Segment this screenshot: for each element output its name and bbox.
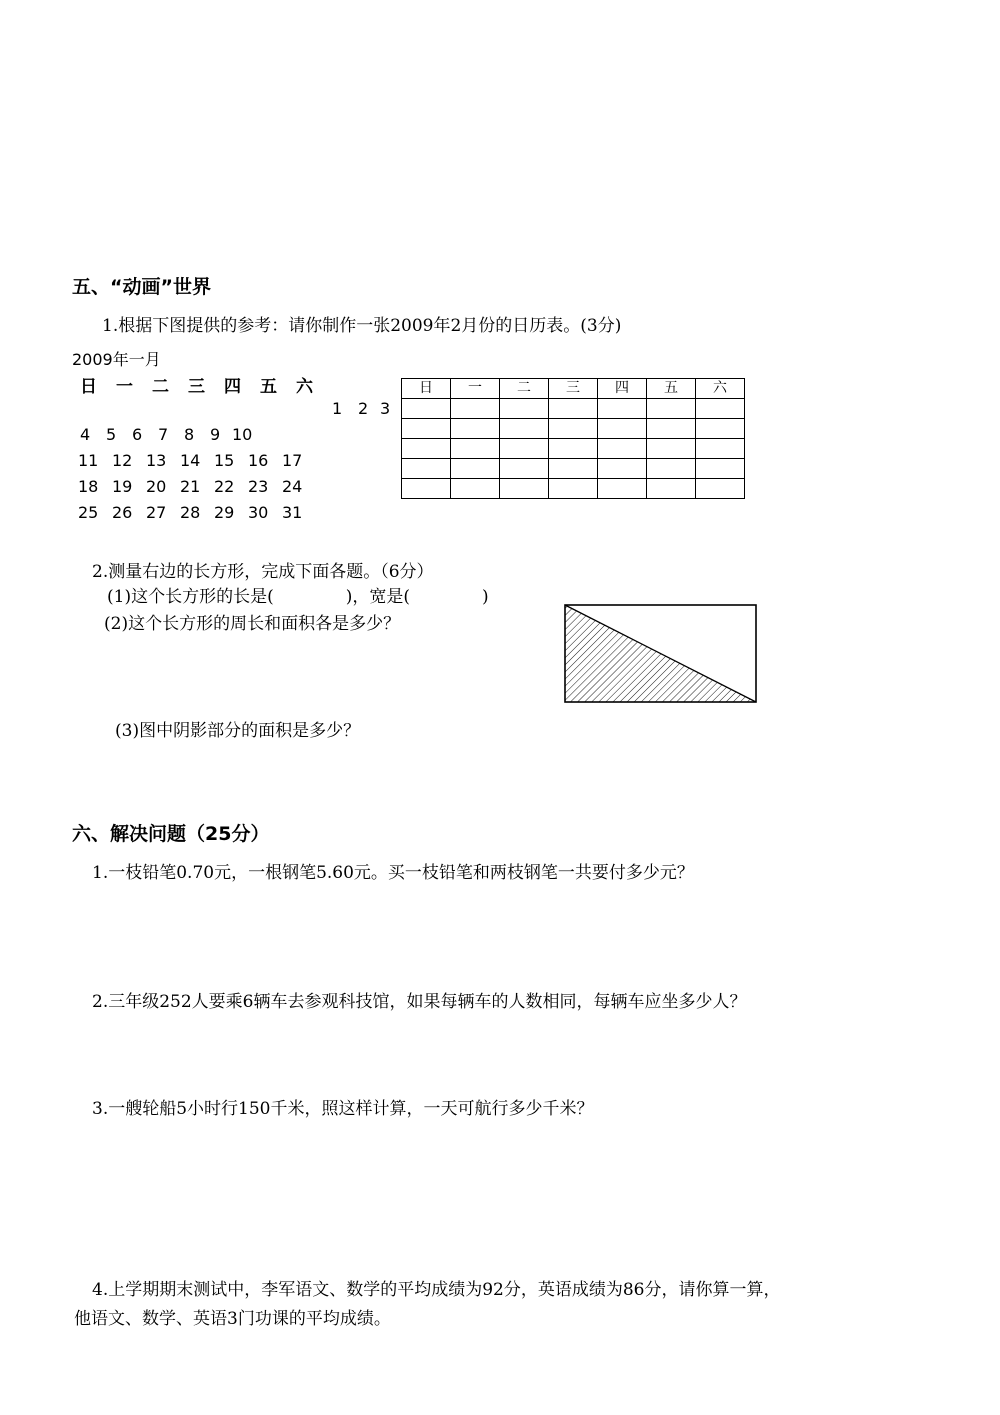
day-cell: 19 — [112, 477, 133, 496]
day-cell: 6 — [132, 425, 143, 444]
day-cell: 20 — [146, 477, 167, 496]
day-cell: 12 — [112, 451, 133, 470]
day-cell: 23 — [248, 477, 269, 496]
weekday-label: 五 — [260, 377, 277, 397]
table-row — [402, 399, 745, 419]
question-calendar: 1.根据下图提供的参考：请你制作一张2009年2月份的日历表。(3分) — [102, 316, 622, 336]
day-cell: 13 — [146, 451, 167, 470]
blank-cell[interactable] — [451, 399, 500, 419]
blank-cell[interactable] — [451, 419, 500, 439]
day-cell: 7 — [158, 425, 169, 444]
weekday-header-cell: 四 — [598, 379, 647, 399]
blank-cell[interactable] — [696, 399, 745, 419]
day-cell: 10 — [232, 425, 253, 444]
blank-cell[interactable] — [549, 459, 598, 479]
day-cell: 16 — [248, 451, 269, 470]
calendar-week-row — [78, 500, 402, 526]
table-row — [402, 479, 745, 499]
weekday-label: 三 — [188, 377, 205, 397]
blank-cell[interactable] — [598, 459, 647, 479]
weekday-header-cell: 一 — [451, 379, 500, 399]
question-rectangle-part2: (2)这个长方形的周长和面积各是多少？ — [104, 614, 401, 634]
problem-4-line2: 他语文、数学、英语3门功课的平均成绩。 — [74, 1309, 391, 1329]
day-cell: 21 — [180, 477, 201, 496]
table-row — [402, 459, 745, 479]
part1-text-c: ) — [481, 587, 489, 607]
day-cell: 9 — [210, 425, 221, 444]
blank-cell[interactable] — [647, 459, 696, 479]
blank-cell[interactable] — [598, 479, 647, 499]
problem-3: 3.一艘轮船5小时行150千米，照这样计算，一天可航行多少千米？ — [92, 1099, 594, 1119]
blank-cell[interactable] — [402, 419, 451, 439]
blank-cell[interactable] — [402, 479, 451, 499]
weekday-label: 一 — [116, 377, 133, 397]
day-cell: 4 — [80, 425, 91, 444]
blank-cell[interactable] — [549, 399, 598, 419]
day-cell: 31 — [282, 503, 303, 522]
table-row — [402, 419, 745, 439]
day-cell: 8 — [184, 425, 195, 444]
january-days — [80, 396, 402, 526]
day-cell: 26 — [112, 503, 133, 522]
blank-cell[interactable] — [549, 419, 598, 439]
weekday-label: 六 — [296, 377, 313, 397]
day-cell: 2 — [358, 399, 369, 418]
weekday-header-cell: 三 — [549, 379, 598, 399]
blank-cell[interactable] — [598, 439, 647, 459]
blank-cell[interactable] — [402, 399, 451, 419]
question-rectangle-part3: (3)图中阴影部分的面积是多少？ — [115, 721, 361, 741]
day-cell: 18 — [78, 477, 99, 496]
weekday-label: 二 — [152, 377, 169, 397]
blank-cell[interactable] — [451, 459, 500, 479]
blank-cell[interactable] — [647, 399, 696, 419]
blank-cell[interactable] — [451, 439, 500, 459]
blank-cell[interactable] — [500, 399, 549, 419]
blank-cell[interactable] — [402, 459, 451, 479]
day-cell: 5 — [106, 425, 117, 444]
day-cell: 29 — [214, 503, 235, 522]
problem-2: 2.三年级252人要乘6辆车去参观科技馆，如果每辆车的人数相同，每辆车应坐多少人？ — [92, 992, 747, 1012]
calendar-week-row — [80, 422, 402, 448]
weekday-header-cell: 六 — [696, 379, 745, 399]
weekday-header-cell: 日 — [402, 379, 451, 399]
blank-cell[interactable] — [598, 419, 647, 439]
blank-cell[interactable] — [647, 479, 696, 499]
blank-cell[interactable] — [647, 419, 696, 439]
blank-cell[interactable] — [549, 439, 598, 459]
blank-cell[interactable] — [500, 479, 549, 499]
blank-cell[interactable] — [696, 459, 745, 479]
calendar-week-row — [78, 474, 402, 500]
part1-text-b: )，宽是( — [345, 587, 410, 607]
blank-cell[interactable] — [500, 459, 549, 479]
weekday-header-cell: 五 — [647, 379, 696, 399]
weekday-label: 日 — [80, 377, 97, 397]
calendar-week-row — [78, 448, 402, 474]
calendar-title: 2009年一月 — [72, 350, 161, 369]
weekday-header-cell: 二 — [500, 379, 549, 399]
blank-cell[interactable] — [500, 419, 549, 439]
blank-cell[interactable] — [647, 439, 696, 459]
blank-cell[interactable] — [598, 399, 647, 419]
february-calendar-table — [401, 378, 745, 499]
blank-cell[interactable] — [402, 439, 451, 459]
calendar-week-row — [80, 396, 402, 422]
day-cell: 3 — [380, 399, 391, 418]
blank-cell[interactable] — [696, 419, 745, 439]
rectangle-figure — [563, 603, 759, 705]
table-row — [402, 439, 745, 459]
blank-cell[interactable] — [696, 439, 745, 459]
weekday-label: 四 — [224, 377, 241, 397]
day-cell: 22 — [214, 477, 235, 496]
section6-heading: 六、解决问题（25分） — [72, 823, 270, 845]
blank-cell[interactable] — [696, 479, 745, 499]
section5-heading: 五、“动画”世界 — [72, 276, 211, 298]
day-cell: 17 — [282, 451, 303, 470]
day-cell: 14 — [180, 451, 201, 470]
day-cell: 28 — [180, 503, 201, 522]
question-rectangle-part1 — [107, 582, 489, 607]
problem-1: 1.一枝铅笔0.70元，一根钢笔5.60元。买一枝铅笔和两枝钢笔一共要付多少元？ — [92, 863, 694, 883]
day-cell: 15 — [214, 451, 235, 470]
day-cell: 1 — [332, 399, 343, 418]
blank-cell[interactable] — [500, 439, 549, 459]
part1-text-a: (1)这个长方形的长是( — [107, 587, 274, 607]
question-rectangle: 2.测量右边的长方形，完成下面各题。（6分） — [92, 562, 434, 582]
blank-cell[interactable] — [451, 479, 500, 499]
day-cell: 24 — [282, 477, 303, 496]
blank-cell[interactable] — [549, 479, 598, 499]
weekday-header — [80, 372, 332, 397]
january-calendar — [80, 372, 332, 397]
day-cell: 25 — [78, 503, 99, 522]
day-cell: 27 — [146, 503, 167, 522]
day-cell: 30 — [248, 503, 269, 522]
day-cell: 11 — [78, 451, 99, 470]
problem-4-line1: 4.上学期期末测试中，李军语文、数学的平均成绩为92分，英语成绩为86分，请你算一算， — [92, 1280, 781, 1300]
table-header-row — [402, 379, 745, 399]
